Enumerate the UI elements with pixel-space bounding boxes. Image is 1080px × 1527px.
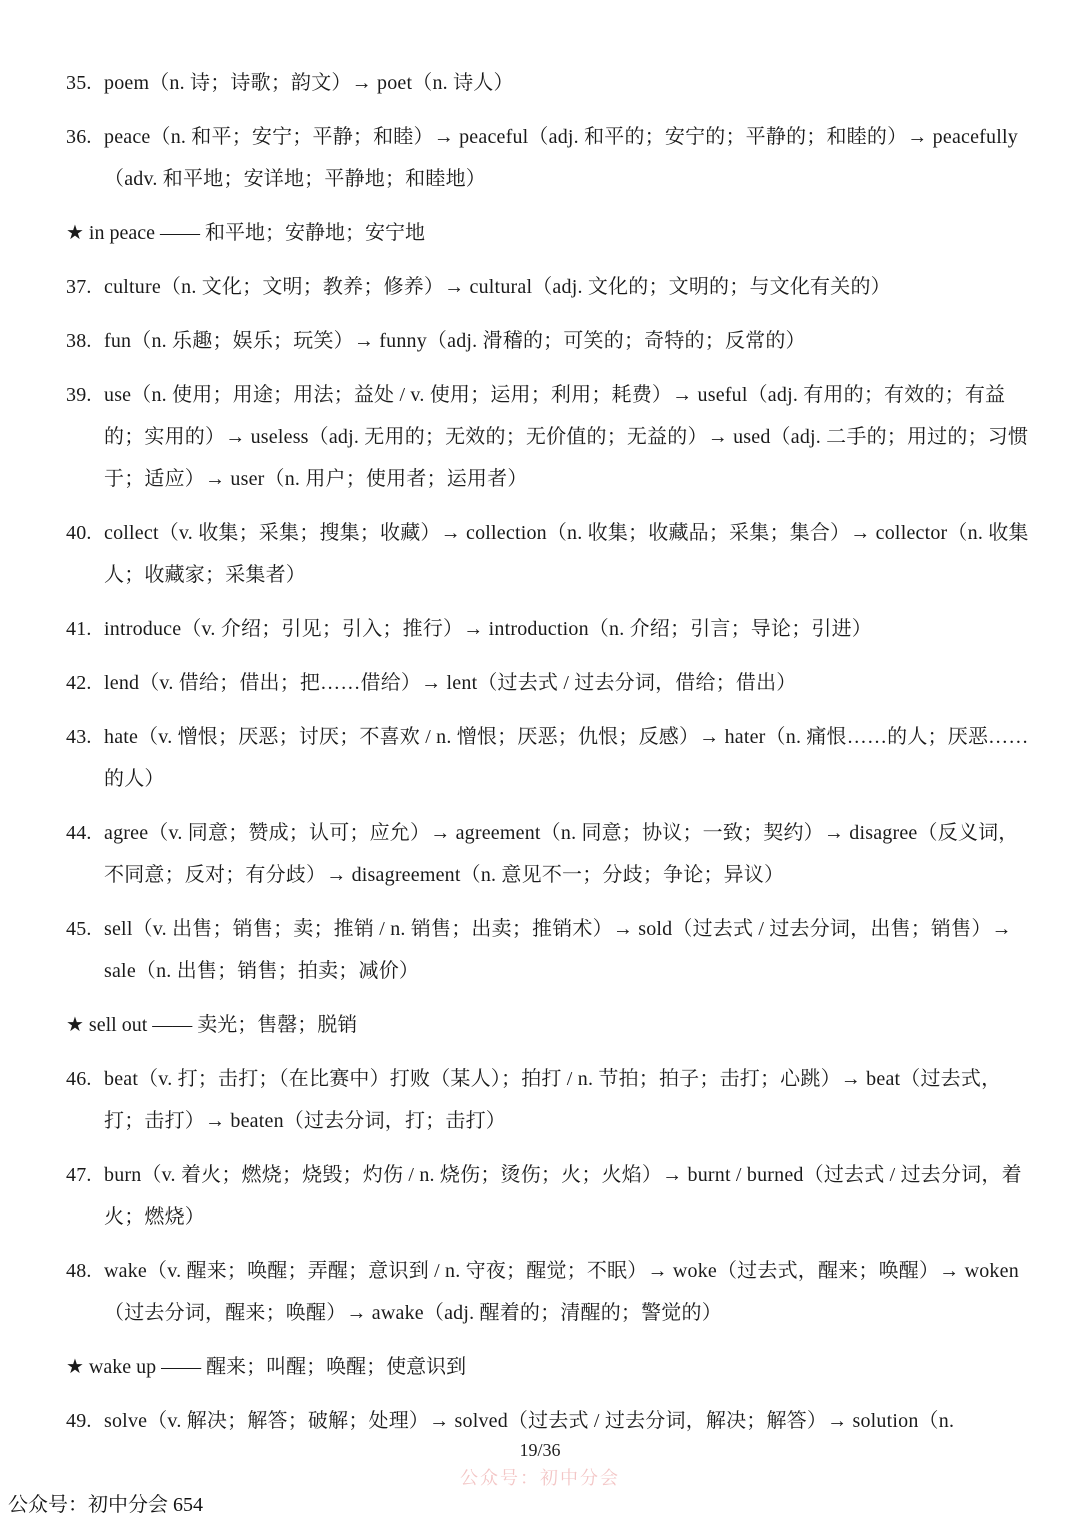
phrase-note: ★ in peace —— 和平地；安静地；安宁地 <box>66 222 425 244</box>
entry-text: burn（v. 着火；燃烧；烧毁；灼伤 / n. 烧伤；烫伤；火；火焰）→ burnt / burned（过去式 / 过去分词，着火；燃烧） <box>104 1164 1022 1228</box>
entry-number: 37. <box>66 276 92 298</box>
watermark-text: 公众号：初中分会 <box>460 1468 620 1488</box>
entry-text: collect（v. 收集；采集；搜集；收藏）→ collection（n. 收集；收藏品；采集；集合）→ collector（n. 收集人；收藏家；采集者） <box>104 522 1029 586</box>
vocabulary-entry <box>66 512 1036 596</box>
entry-number: 43. <box>66 726 92 748</box>
vocabulary-entry <box>66 908 1036 992</box>
entry-text: agree（v. 同意；赞成；认可；应允）→ agreement（n. 同意；协议；一致；契约）→ disagree（反义词，不同意；反对；有分歧）→ disagreement（n. 意见不一；分歧；争论；异议） <box>104 822 1019 886</box>
phrase-note: ★ wake up —— 醒来；叫醒；唤醒；使意识到 <box>66 1356 467 1378</box>
entry-number: 36. <box>66 126 92 148</box>
account-footer: 公众号：初中分会 654 <box>8 1494 203 1516</box>
entry-text: lend（v. 借给；借出；把……借给）→ lent（过去式 / 过去分词，借给；借出） <box>104 672 797 694</box>
entry-text: culture（n. 文化；文明；教养；修养）→ cultural（adj. 文化的；文明的；与文化有关的） <box>104 276 891 298</box>
entry-text: use（n. 使用；用途；用法；益处 / v. 使用；运用；利用；耗费）→ useful（adj. 有用的；有效的；有益的；实用的）→ useless（adj. 无用的；无效的；无价值的；无益的）→ used（adj. 二手的；用过的；习惯于；适应）→ user（n. 用户；使用者；运用者） <box>104 384 1029 490</box>
vocabulary-list <box>66 62 1036 1454</box>
entry-number: 44. <box>66 822 92 844</box>
entry-text: solve（v. 解决；解答；破解；处理）→ solved（过去式 / 过去分词，解决；解答）→ solution（n. <box>104 1410 955 1432</box>
page-number: 19/36 <box>519 1440 561 1460</box>
phrase-note: ★ sell out —— 卖光；售罄；脱销 <box>66 1014 358 1036</box>
vocabulary-entry <box>66 374 1036 500</box>
entry-number: 48. <box>66 1260 92 1282</box>
entry-text: wake（v. 醒来；唤醒；弄醒；意识到 / n. 守夜；醒觉；不眠）→ woke（过去式，醒来；唤醒）→ woken（过去分词，醒来；唤醒）→ awake（adj. 醒着的；清醒的；警觉的） <box>104 1260 1019 1324</box>
entry-number: 41. <box>66 618 92 640</box>
entry-number: 45. <box>66 918 92 940</box>
vocabulary-entry <box>66 716 1036 800</box>
vocabulary-entry <box>66 1058 1036 1142</box>
entry-number: 47. <box>66 1164 92 1186</box>
entry-text: introduce（v. 介绍；引见；引入；推行）→ introduction（n. 介绍；引言；导论；引进） <box>104 618 872 640</box>
entry-number: 46. <box>66 1068 92 1090</box>
entry-number: 35. <box>66 72 92 94</box>
vocabulary-entry <box>66 1250 1036 1334</box>
entry-number: 38. <box>66 330 92 352</box>
entry-text: beat（v. 打；击打；（在比赛中）打败（某人）；拍打 / n. 节拍；拍子；击打；心跳）→ beat（过去式，打；击打）→ beaten（过去分词，打；击打） <box>104 1068 1002 1132</box>
vocabulary-entry <box>66 1154 1036 1238</box>
vocabulary-entry <box>66 320 1036 362</box>
entry-text: fun（n. 乐趣；娱乐；玩笑）→ funny（adj. 滑稽的；可笑的；奇特的；反常的） <box>104 330 806 352</box>
vocabulary-entry <box>66 266 1036 308</box>
entry-text: hate（v. 憎恨；厌恶；讨厌；不喜欢 / n. 憎恨；厌恶；仇恨；反感）→ hater（n. 痛恨……的人；厌恶……的人） <box>104 726 1029 790</box>
entry-text: poem（n. 诗；诗歌；韵文）→ poet（n. 诗人） <box>104 72 514 94</box>
entry-text: sell（v. 出售；销售；卖；推销 / n. 销售；出卖；推销术）→ sold（过去式 / 过去分词，出售；销售）→ sale（n. 出售；销售；拍卖；减价） <box>104 918 1012 982</box>
vocabulary-entry <box>66 116 1036 200</box>
vocabulary-entry <box>66 662 1036 704</box>
vocabulary-entry <box>66 608 1036 650</box>
entry-number: 40. <box>66 522 92 544</box>
entry-number: 42. <box>66 672 92 694</box>
entry-number: 39. <box>66 384 92 406</box>
vocabulary-entry <box>66 812 1036 896</box>
entry-text: peace（n. 和平；安宁；平静；和睦）→ peaceful（adj. 和平的；安宁的；平静的；和睦的）→ peacefully（adv. 和平地；安详地；平静地；和睦地） <box>104 126 1018 190</box>
vocabulary-entry <box>66 62 1036 104</box>
entry-number: 49. <box>66 1410 92 1432</box>
vocabulary-entry <box>66 1400 1036 1442</box>
